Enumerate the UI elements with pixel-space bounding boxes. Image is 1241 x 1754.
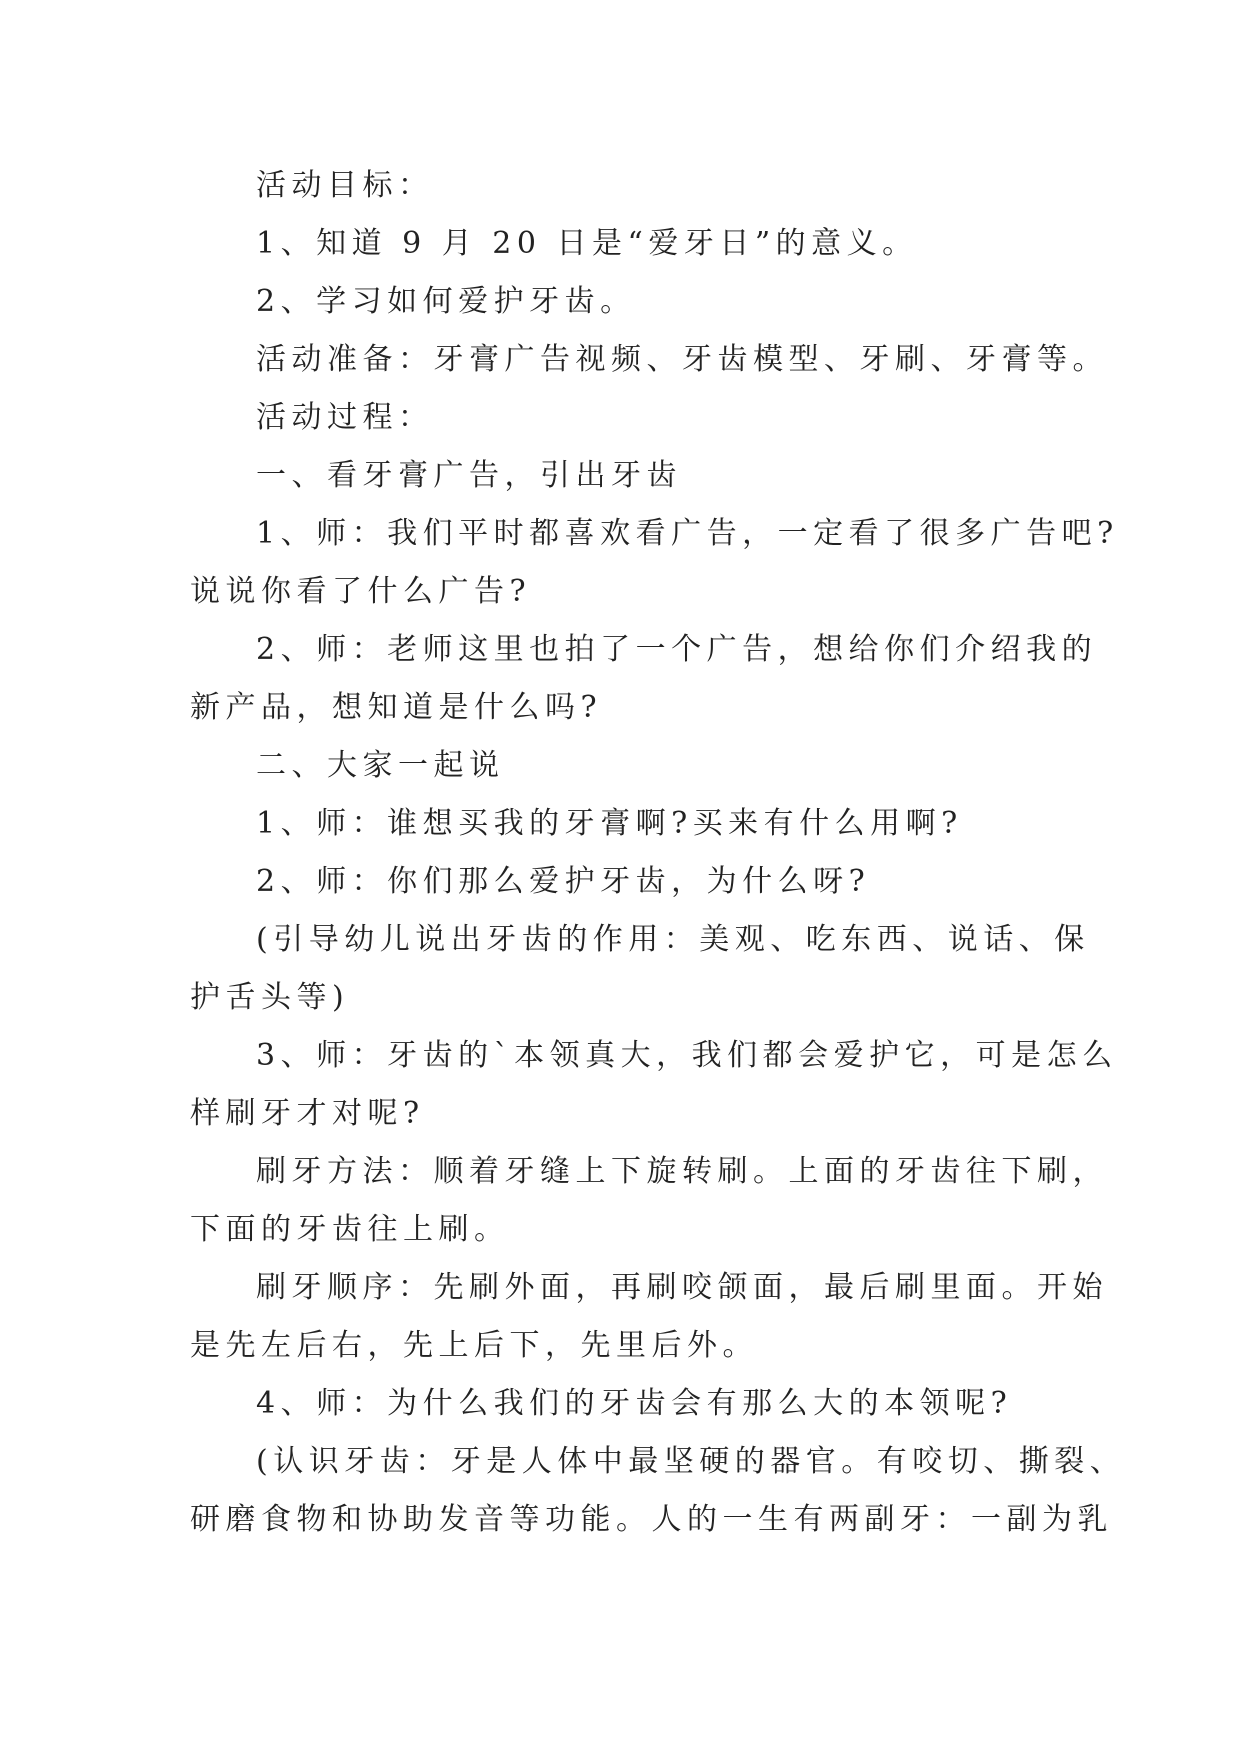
paragraph-line: 4、师：为什么我们的牙齿会有那么大的本领呢? <box>256 1386 1013 1421</box>
section-heading-objectives: 活动目标： <box>256 168 434 203</box>
paragraph-line: 刷牙顺序：先刷外面，再刷咬颌面，最后刷里面。开始 <box>256 1270 1108 1305</box>
paragraph-line: 样刷牙才对呢? <box>190 1096 425 1131</box>
paragraph-line: (认识牙齿：牙是人体中最坚硬的器官。有咬切、撕裂、 <box>256 1444 1126 1479</box>
paragraph-line: 2、师：你们那么爱护牙齿，为什么呀? <box>256 864 871 899</box>
paragraph-line: 新产品，想知道是什么吗? <box>190 690 603 725</box>
section-heading-process: 活动过程： <box>256 400 434 435</box>
paragraph-line: 2、学习如何爱护牙齿。 <box>256 284 636 319</box>
paragraph-line: 研磨食物和协助发音等功能。人的一生有两副牙：一副为乳 <box>190 1502 1113 1537</box>
paragraph-line: 2、师：老师这里也拍了一个广告，想给你们介绍我的 <box>256 632 1098 667</box>
paragraph-line: 下面的牙齿往上刷。 <box>190 1212 510 1247</box>
paragraph-line: 一、看牙膏广告，引出牙齿 <box>256 458 682 493</box>
paragraph-line: 3、师：牙齿的`本领真大，我们都会爱护它，可是怎么 <box>256 1038 1118 1073</box>
paragraph-line: 刷牙方法：顺着牙缝上下旋转刷。上面的牙齿往下刷， <box>256 1154 1108 1189</box>
paragraph-line: 护舌头等) <box>190 980 350 1015</box>
paragraph-line: 二、大家一起说 <box>256 748 505 783</box>
paragraph-line: 是先左后右，先上后下，先里后外。 <box>190 1328 758 1363</box>
paragraph-line: 1、知道 9 月 20 日是“爱牙日”的意义。 <box>256 226 918 261</box>
paragraph-line: 1、师：谁想买我的牙膏啊?买来有什么用啊? <box>256 806 963 841</box>
paragraph-line: 活动准备：牙膏广告视频、牙齿模型、牙刷、牙膏等。 <box>256 342 1108 377</box>
paragraph-line: 1、师：我们平时都喜欢看广告，一定看了很多广告吧? <box>256 516 1119 551</box>
paragraph-line: 说说你看了什么广告? <box>190 574 532 609</box>
paragraph-line: (引导幼儿说出牙齿的作用：美观、吃东西、说话、保 <box>256 922 1090 957</box>
